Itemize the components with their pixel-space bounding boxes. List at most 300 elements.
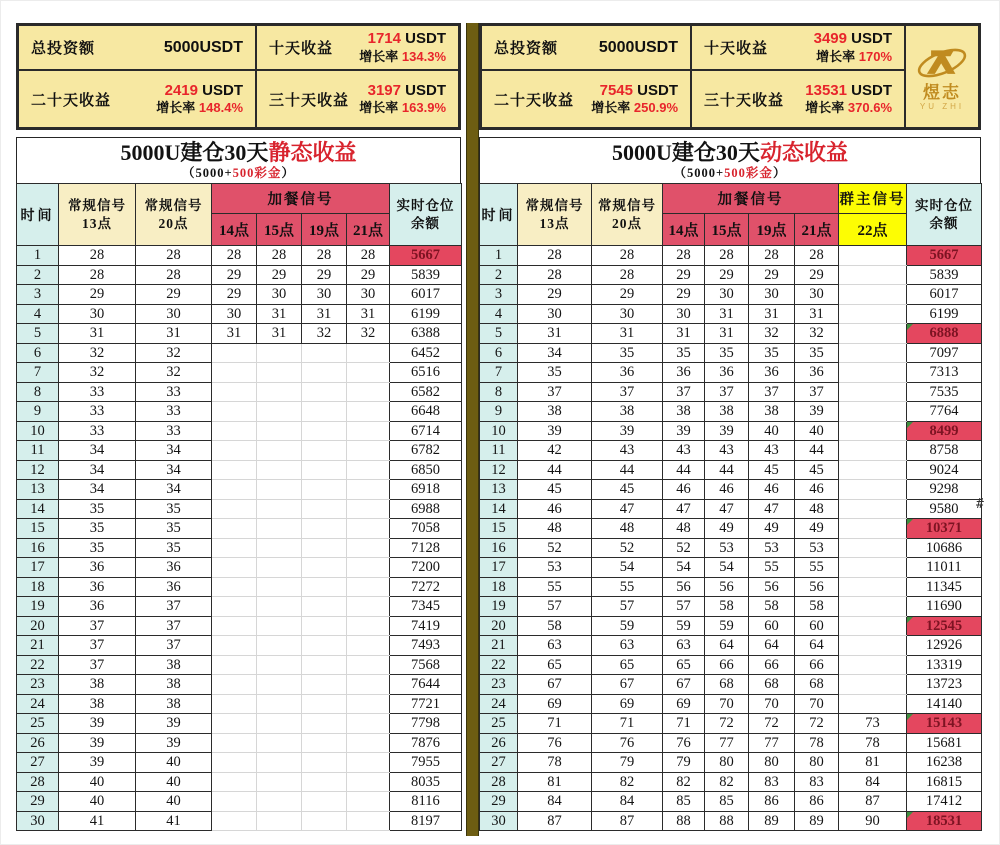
signal-cell bbox=[302, 772, 347, 792]
col-header-regular-20: 常规信号 20点 bbox=[592, 184, 663, 246]
signal-cell: 37 bbox=[136, 597, 212, 617]
signal-cell: 46 bbox=[749, 480, 795, 500]
balance-cell: 7493 bbox=[390, 636, 462, 656]
signal-cell: 60 bbox=[749, 616, 795, 636]
signal-cell: 54 bbox=[705, 558, 749, 578]
signal-cell: 29 bbox=[663, 285, 705, 305]
signal-cell bbox=[347, 714, 390, 734]
day-cell: 13 bbox=[17, 480, 59, 500]
signal-cell bbox=[257, 499, 302, 519]
signal-cell: 72 bbox=[795, 714, 839, 734]
day-cell: 29 bbox=[17, 792, 59, 812]
day-cell: 4 bbox=[480, 304, 518, 324]
table-row bbox=[17, 246, 462, 266]
table-row bbox=[480, 363, 982, 383]
signal-cell: 53 bbox=[749, 538, 795, 558]
signal-cell bbox=[257, 753, 302, 773]
signal-cell bbox=[839, 499, 907, 519]
signal-cell bbox=[302, 382, 347, 402]
signal-cell: 39 bbox=[59, 753, 136, 773]
signal-cell: 33 bbox=[59, 421, 136, 441]
day-cell: 25 bbox=[17, 714, 59, 734]
col-header-regular-20: 常规信号 20点 bbox=[136, 184, 212, 246]
signal-cell bbox=[839, 402, 907, 422]
signal-cell: 56 bbox=[663, 577, 705, 597]
table-row bbox=[17, 558, 462, 578]
day-cell: 30 bbox=[480, 811, 518, 831]
signal-cell: 35 bbox=[136, 499, 212, 519]
signal-cell bbox=[212, 714, 257, 734]
table-row bbox=[17, 792, 462, 812]
signal-cell: 36 bbox=[59, 577, 136, 597]
signal-cell: 39 bbox=[592, 421, 663, 441]
table-row bbox=[480, 246, 982, 266]
signal-cell: 30 bbox=[592, 304, 663, 324]
signal-cell: 37 bbox=[749, 382, 795, 402]
signal-cell: 31 bbox=[59, 324, 136, 344]
signal-cell: 65 bbox=[663, 655, 705, 675]
col-header-owner-signal: 群主信号 bbox=[839, 184, 907, 214]
balance-cell: 7876 bbox=[390, 733, 462, 753]
logo-name: 煜志 bbox=[923, 82, 961, 102]
day-cell: 27 bbox=[17, 753, 59, 773]
signal-cell bbox=[302, 694, 347, 714]
twenty-day-gain-label: 二十天收益 bbox=[31, 91, 112, 109]
signal-cell: 35 bbox=[136, 538, 212, 558]
signal-cell bbox=[347, 616, 390, 636]
day-cell: 16 bbox=[17, 538, 59, 558]
table-row bbox=[480, 421, 982, 441]
signal-cell bbox=[839, 694, 907, 714]
day-cell: 10 bbox=[480, 421, 518, 441]
signal-cell bbox=[347, 499, 390, 519]
signal-cell bbox=[257, 733, 302, 753]
signal-cell: 39 bbox=[59, 714, 136, 734]
signal-cell: 40 bbox=[136, 792, 212, 812]
balance-cell: 5839 bbox=[390, 265, 462, 285]
signal-cell: 76 bbox=[592, 733, 663, 753]
signal-cell: 34 bbox=[136, 480, 212, 500]
signal-cell: 85 bbox=[663, 792, 705, 812]
balance-cell: 18531 bbox=[907, 811, 982, 831]
table-row bbox=[480, 304, 982, 324]
signal-cell: 33 bbox=[136, 421, 212, 441]
yuzhi-logo bbox=[905, 25, 979, 128]
balance-cell: 11011 bbox=[907, 558, 982, 578]
signal-cell: 28 bbox=[749, 246, 795, 266]
signal-cell: 43 bbox=[705, 441, 749, 461]
signal-cell: 31 bbox=[663, 324, 705, 344]
signal-cell: 70 bbox=[795, 694, 839, 714]
day-cell: 7 bbox=[17, 363, 59, 383]
balance-cell: 15143 bbox=[907, 714, 982, 734]
day-cell: 15 bbox=[17, 519, 59, 539]
signal-cell bbox=[347, 577, 390, 597]
signal-cell bbox=[302, 792, 347, 812]
table-row bbox=[17, 616, 462, 636]
table-row bbox=[480, 480, 982, 500]
signal-cell bbox=[347, 519, 390, 539]
col-header-15: 15点 bbox=[257, 214, 302, 246]
signal-cell: 49 bbox=[705, 519, 749, 539]
signal-cell bbox=[302, 714, 347, 734]
signal-cell: 38 bbox=[705, 402, 749, 422]
signal-cell: 35 bbox=[518, 363, 592, 383]
signal-cell: 64 bbox=[705, 636, 749, 656]
signal-cell bbox=[257, 655, 302, 675]
dynamic-returns-table bbox=[479, 183, 982, 831]
signal-cell: 31 bbox=[705, 324, 749, 344]
table-row bbox=[17, 285, 462, 305]
day-cell: 15 bbox=[480, 519, 518, 539]
signal-cell: 28 bbox=[518, 246, 592, 266]
day-cell: 29 bbox=[480, 792, 518, 812]
signal-cell bbox=[839, 304, 907, 324]
signal-cell bbox=[302, 363, 347, 383]
thirty-day-growth-rate: 增长率 370.6% bbox=[805, 100, 892, 116]
signal-cell bbox=[257, 402, 302, 422]
balance-cell: 13319 bbox=[907, 655, 982, 675]
col-header-14: 14点 bbox=[663, 214, 705, 246]
balance-cell: 16238 bbox=[907, 753, 982, 773]
signal-cell: 71 bbox=[592, 714, 663, 734]
signal-cell: 55 bbox=[518, 577, 592, 597]
table-row bbox=[480, 597, 982, 617]
table-row bbox=[480, 558, 982, 578]
signal-cell bbox=[212, 382, 257, 402]
day-cell: 26 bbox=[480, 733, 518, 753]
signal-cell: 63 bbox=[663, 636, 705, 656]
balance-cell: 7721 bbox=[390, 694, 462, 714]
col-header-19: 19点 bbox=[302, 214, 347, 246]
dynamic-table-body bbox=[480, 246, 982, 831]
signal-cell bbox=[212, 694, 257, 714]
signal-cell: 71 bbox=[518, 714, 592, 734]
signal-cell: 87 bbox=[592, 811, 663, 831]
col-header-14: 14点 bbox=[212, 214, 257, 246]
twenty-day-growth-rate: 增长率 250.9% bbox=[591, 100, 678, 116]
signal-cell: 48 bbox=[518, 519, 592, 539]
signal-cell bbox=[212, 363, 257, 383]
signal-cell bbox=[839, 441, 907, 461]
table-row bbox=[480, 285, 982, 305]
signal-cell: 30 bbox=[749, 285, 795, 305]
table-row bbox=[17, 441, 462, 461]
signal-cell: 30 bbox=[257, 285, 302, 305]
balance-cell: 13723 bbox=[907, 675, 982, 695]
signal-cell: 63 bbox=[592, 636, 663, 656]
signal-cell bbox=[347, 421, 390, 441]
signal-cell: 29 bbox=[59, 285, 136, 305]
signal-cell: 46 bbox=[663, 480, 705, 500]
signal-cell: 32 bbox=[59, 343, 136, 363]
signal-cell: 29 bbox=[257, 265, 302, 285]
signal-cell bbox=[212, 519, 257, 539]
balance-cell: 7128 bbox=[390, 538, 462, 558]
signal-cell bbox=[212, 460, 257, 480]
signal-cell bbox=[212, 655, 257, 675]
signal-cell: 31 bbox=[749, 304, 795, 324]
signal-cell bbox=[212, 480, 257, 500]
signal-cell bbox=[212, 343, 257, 363]
day-cell: 6 bbox=[480, 343, 518, 363]
signal-cell: 44 bbox=[663, 460, 705, 480]
signal-cell: 47 bbox=[663, 499, 705, 519]
table-row bbox=[17, 265, 462, 285]
day-cell: 22 bbox=[480, 655, 518, 675]
twenty-day-gain-amount: 7545 USDT bbox=[599, 81, 678, 99]
signal-cell: 33 bbox=[59, 402, 136, 422]
signal-cell: 38 bbox=[663, 402, 705, 422]
balance-cell: 10686 bbox=[907, 538, 982, 558]
signal-cell bbox=[347, 538, 390, 558]
signal-cell bbox=[302, 675, 347, 695]
signal-cell: 39 bbox=[59, 733, 136, 753]
signal-cell bbox=[839, 363, 907, 383]
signal-cell: 32 bbox=[347, 324, 390, 344]
signal-cell: 86 bbox=[749, 792, 795, 812]
balance-cell: 6782 bbox=[390, 441, 462, 461]
table-row bbox=[480, 733, 982, 753]
signal-cell: 28 bbox=[59, 246, 136, 266]
day-cell: 14 bbox=[480, 499, 518, 519]
signal-cell bbox=[257, 811, 302, 831]
signal-cell bbox=[212, 421, 257, 441]
signal-cell bbox=[839, 597, 907, 617]
signal-cell bbox=[302, 577, 347, 597]
balance-cell: 8499 bbox=[907, 421, 982, 441]
signal-cell: 79 bbox=[663, 753, 705, 773]
thirty-day-gain-cell bbox=[691, 70, 905, 128]
signal-cell: 28 bbox=[795, 246, 839, 266]
col-header-15: 15点 bbox=[705, 214, 749, 246]
signal-cell: 34 bbox=[59, 480, 136, 500]
signal-cell bbox=[212, 538, 257, 558]
signal-cell bbox=[302, 558, 347, 578]
signal-cell: 38 bbox=[136, 694, 212, 714]
signal-cell: 70 bbox=[705, 694, 749, 714]
day-cell: 23 bbox=[17, 675, 59, 695]
day-cell: 19 bbox=[480, 597, 518, 617]
signal-cell: 81 bbox=[839, 753, 907, 773]
signal-cell: 64 bbox=[795, 636, 839, 656]
signal-cell: 55 bbox=[749, 558, 795, 578]
col-header-time: 时间 bbox=[480, 184, 518, 246]
table-row bbox=[480, 460, 982, 480]
signal-cell: 28 bbox=[302, 246, 347, 266]
table-row bbox=[17, 304, 462, 324]
signal-cell bbox=[212, 772, 257, 792]
balance-cell: 6388 bbox=[390, 324, 462, 344]
signal-cell: 89 bbox=[749, 811, 795, 831]
ten-day-gain-amount: 1714 USDT bbox=[367, 30, 446, 48]
balance-cell: 6648 bbox=[390, 402, 462, 422]
table-row bbox=[17, 772, 462, 792]
day-cell: 5 bbox=[17, 324, 59, 344]
signal-cell bbox=[257, 538, 302, 558]
signal-cell: 36 bbox=[592, 363, 663, 383]
table-row bbox=[17, 480, 462, 500]
balance-cell: 11345 bbox=[907, 577, 982, 597]
signal-cell: 38 bbox=[518, 402, 592, 422]
signal-cell bbox=[839, 460, 907, 480]
signal-cell: 83 bbox=[795, 772, 839, 792]
table-row bbox=[17, 655, 462, 675]
day-cell: 9 bbox=[17, 402, 59, 422]
twenty-day-gain-cell bbox=[481, 70, 691, 128]
signal-cell: 38 bbox=[136, 675, 212, 695]
signal-cell bbox=[212, 558, 257, 578]
signal-cell: 31 bbox=[518, 324, 592, 344]
signal-cell: 28 bbox=[592, 246, 663, 266]
ten-day-growth-rate: 增长率 134.3% bbox=[359, 48, 446, 64]
signal-cell: 40 bbox=[749, 421, 795, 441]
signal-cell: 82 bbox=[705, 772, 749, 792]
signal-cell bbox=[257, 675, 302, 695]
signal-cell: 53 bbox=[795, 538, 839, 558]
signal-cell: 37 bbox=[136, 636, 212, 656]
signal-cell bbox=[347, 792, 390, 812]
summary-static bbox=[16, 23, 461, 130]
signal-cell: 44 bbox=[705, 460, 749, 480]
signal-cell: 35 bbox=[59, 499, 136, 519]
signal-cell: 30 bbox=[136, 304, 212, 324]
signal-cell bbox=[347, 343, 390, 363]
signal-cell: 46 bbox=[795, 480, 839, 500]
day-cell: 21 bbox=[17, 636, 59, 656]
signal-cell: 29 bbox=[212, 285, 257, 305]
signal-cell bbox=[302, 441, 347, 461]
signal-cell: 47 bbox=[705, 499, 749, 519]
col-header-21: 21点 bbox=[347, 214, 390, 246]
table-row bbox=[480, 519, 982, 539]
balance-cell: 7272 bbox=[390, 577, 462, 597]
signal-cell: 28 bbox=[136, 265, 212, 285]
table-row bbox=[480, 655, 982, 675]
day-cell: 8 bbox=[480, 382, 518, 402]
static-returns-table bbox=[16, 183, 462, 831]
table-row bbox=[480, 402, 982, 422]
signal-cell: 52 bbox=[592, 538, 663, 558]
twenty-day-gain-amount: 2419 USDT bbox=[164, 81, 243, 99]
table-row bbox=[480, 636, 982, 656]
signal-cell: 39 bbox=[705, 421, 749, 441]
signal-cell: 89 bbox=[795, 811, 839, 831]
day-cell: 13 bbox=[480, 480, 518, 500]
signal-cell: 43 bbox=[663, 441, 705, 461]
table-row bbox=[17, 675, 462, 695]
signal-cell: 69 bbox=[592, 694, 663, 714]
signal-cell: 31 bbox=[592, 324, 663, 344]
signal-cell: 78 bbox=[795, 733, 839, 753]
signal-cell: 28 bbox=[257, 246, 302, 266]
signal-cell: 34 bbox=[59, 460, 136, 480]
signal-cell bbox=[212, 597, 257, 617]
signal-cell: 36 bbox=[136, 558, 212, 578]
table-row bbox=[480, 265, 982, 285]
balance-cell: 5839 bbox=[907, 265, 982, 285]
balance-cell: 6582 bbox=[390, 382, 462, 402]
day-cell: 12 bbox=[17, 460, 59, 480]
signal-cell: 73 bbox=[839, 714, 907, 734]
col-header-meal-signal: 加餐信号 bbox=[212, 184, 390, 214]
balance-cell: 7097 bbox=[907, 343, 982, 363]
signal-cell bbox=[257, 441, 302, 461]
signal-cell bbox=[212, 441, 257, 461]
balance-cell: 6714 bbox=[390, 421, 462, 441]
day-cell: 27 bbox=[480, 753, 518, 773]
signal-cell: 33 bbox=[59, 382, 136, 402]
day-cell: 8 bbox=[17, 382, 59, 402]
signal-cell: 29 bbox=[592, 285, 663, 305]
signal-cell bbox=[302, 421, 347, 441]
signal-cell: 80 bbox=[705, 753, 749, 773]
balance-cell: 6017 bbox=[907, 285, 982, 305]
day-cell: 22 bbox=[17, 655, 59, 675]
balance-cell: 15681 bbox=[907, 733, 982, 753]
signal-cell: 54 bbox=[592, 558, 663, 578]
signal-cell bbox=[839, 538, 907, 558]
balance-cell: 7644 bbox=[390, 675, 462, 695]
signal-cell: 65 bbox=[518, 655, 592, 675]
signal-cell: 45 bbox=[795, 460, 839, 480]
signal-cell: 33 bbox=[136, 382, 212, 402]
signal-cell: 29 bbox=[795, 265, 839, 285]
signal-cell bbox=[839, 655, 907, 675]
table-row bbox=[480, 675, 982, 695]
signal-cell bbox=[839, 577, 907, 597]
balance-cell: 9580 bbox=[907, 499, 982, 519]
yuzhi-logo-icon bbox=[915, 42, 969, 84]
signal-cell: 39 bbox=[795, 402, 839, 422]
thirty-day-growth-rate: 增长率 163.9% bbox=[359, 100, 446, 116]
signal-cell bbox=[839, 616, 907, 636]
balance-cell: 8116 bbox=[390, 792, 462, 812]
signal-cell: 90 bbox=[839, 811, 907, 831]
signal-cell: 32 bbox=[302, 324, 347, 344]
signal-cell: 28 bbox=[663, 246, 705, 266]
signal-cell: 32 bbox=[136, 343, 212, 363]
signal-cell: 39 bbox=[136, 714, 212, 734]
signal-cell: 57 bbox=[592, 597, 663, 617]
signal-cell: 46 bbox=[518, 499, 592, 519]
day-cell: 14 bbox=[17, 499, 59, 519]
signal-cell: 34 bbox=[136, 460, 212, 480]
signal-cell bbox=[302, 519, 347, 539]
signal-cell bbox=[257, 792, 302, 812]
signal-cell: 28 bbox=[59, 265, 136, 285]
day-cell: 10 bbox=[17, 421, 59, 441]
signal-cell bbox=[302, 733, 347, 753]
signal-cell: 37 bbox=[59, 616, 136, 636]
signal-cell bbox=[302, 343, 347, 363]
table-row bbox=[17, 402, 462, 422]
signal-cell: 31 bbox=[257, 324, 302, 344]
day-cell: 21 bbox=[480, 636, 518, 656]
signal-cell: 38 bbox=[592, 402, 663, 422]
signal-cell: 33 bbox=[136, 402, 212, 422]
day-cell: 2 bbox=[480, 265, 518, 285]
signal-cell: 87 bbox=[518, 811, 592, 831]
signal-cell bbox=[347, 402, 390, 422]
signal-cell bbox=[302, 811, 347, 831]
signal-cell: 41 bbox=[136, 811, 212, 831]
signal-cell: 58 bbox=[705, 597, 749, 617]
day-cell: 4 bbox=[17, 304, 59, 324]
day-cell: 23 bbox=[480, 675, 518, 695]
signal-cell: 36 bbox=[136, 577, 212, 597]
table-row bbox=[17, 519, 462, 539]
